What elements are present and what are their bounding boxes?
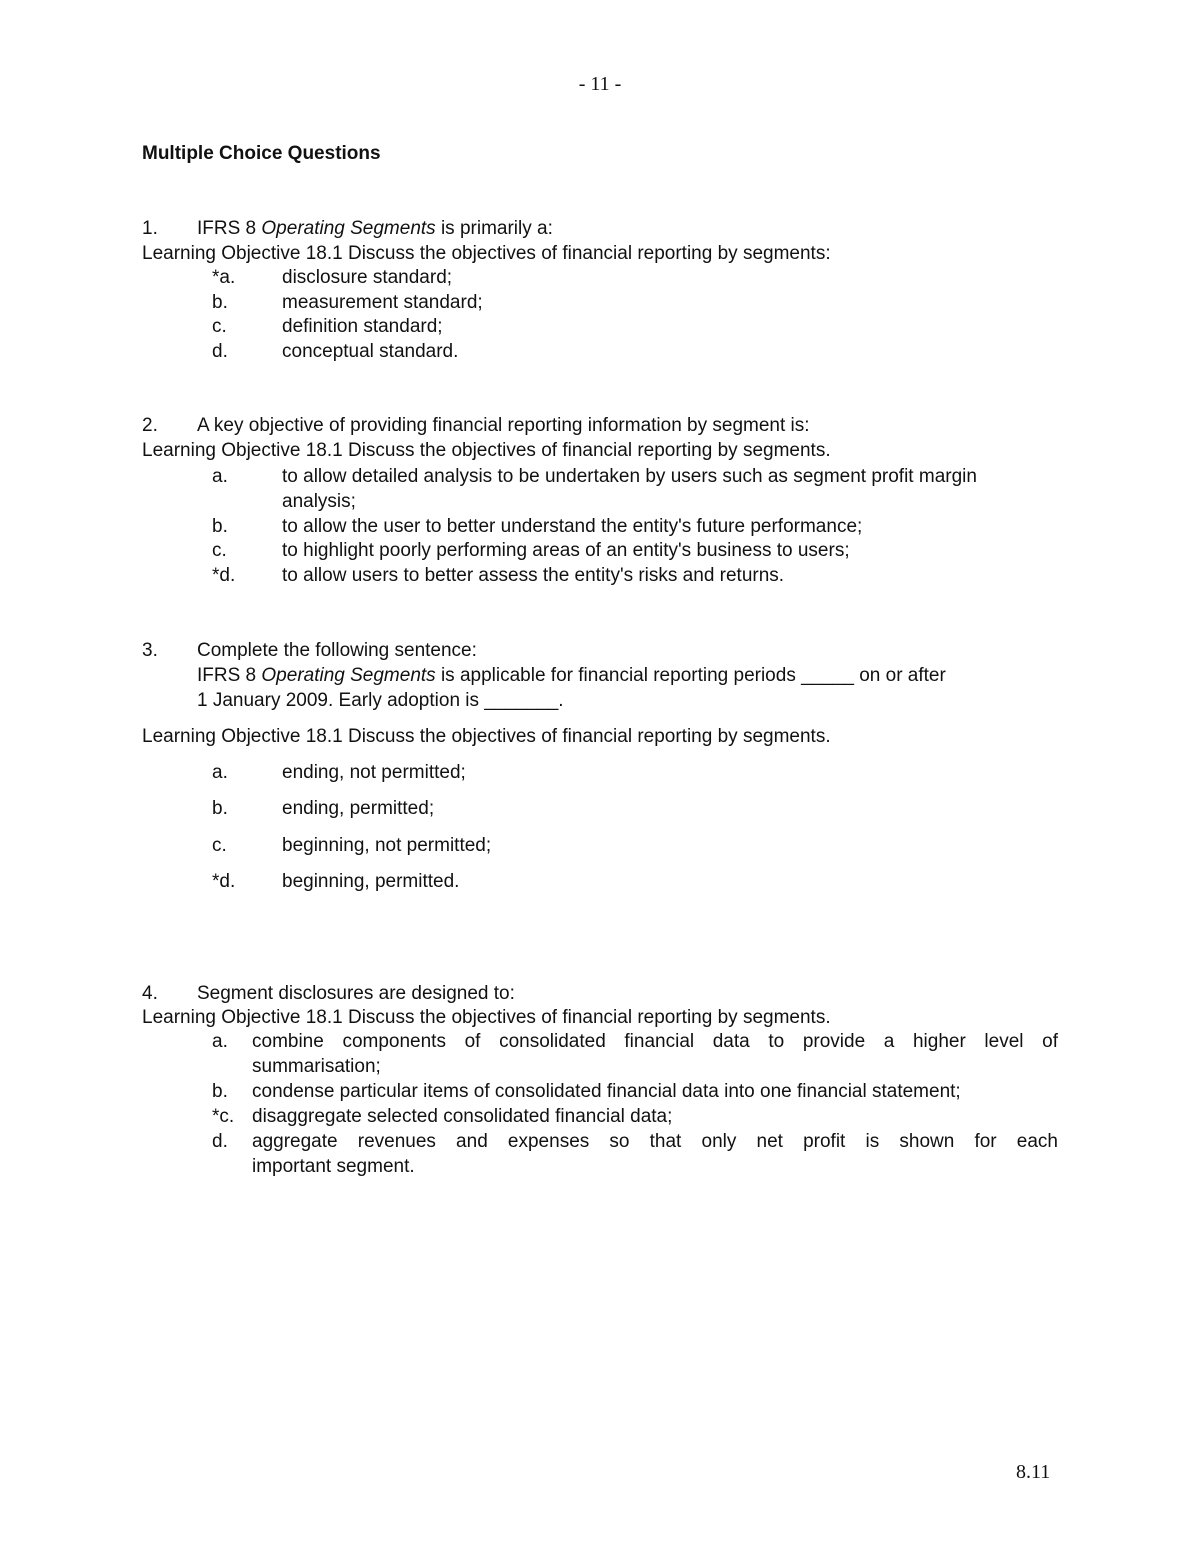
q4-option-text-continued: summarisation;	[252, 1056, 381, 1077]
q1-option-text: definition standard;	[282, 316, 443, 337]
q2-option-label: c.	[212, 540, 227, 561]
q4-text: Segment disclosures are designed to:	[197, 983, 515, 1004]
q4-option-text: combine components of consolidated financial data to provide a higher level of	[252, 1031, 1058, 1052]
q3-sentence: IFRS 8 Operating Segments is applicable for financial reporting periods _____ on or after	[197, 665, 946, 686]
q3-option-label: c.	[212, 835, 227, 856]
q1-option-label: *a.	[212, 267, 236, 288]
q3-intro: Complete the following sentence:	[197, 640, 477, 661]
q4-learning-objective: Learning Objective 18.1 Discuss the objectives of financial reporting by segments.	[142, 1007, 831, 1028]
q3-option-label: *d.	[212, 871, 236, 892]
q1-option-label: d.	[212, 341, 228, 362]
q2-option-text: to allow users to better assess the entity's risks and returns.	[282, 565, 785, 586]
q2-option-label: a.	[212, 466, 228, 487]
page-number: - 11 -	[578, 73, 622, 95]
q1-text: IFRS 8 Operating Segments is primarily a:	[197, 218, 553, 239]
q2-option-text: to allow the user to better understand the entity's future performance;	[282, 516, 863, 537]
q4-option-text: disaggregate selected consolidated financial data;	[252, 1106, 673, 1127]
q1-option-text: conceptual standard.	[282, 341, 459, 362]
q4-option-label: d.	[212, 1131, 228, 1152]
section-heading: Multiple Choice Questions	[142, 143, 381, 164]
q1-option-label: c.	[212, 316, 227, 337]
q4-number: 4.	[142, 983, 158, 1004]
q4-option-label: b.	[212, 1081, 228, 1102]
page-footer-number: 8.11	[1016, 1461, 1051, 1483]
q2-option-label: *d.	[212, 565, 236, 586]
q2-option-label: b.	[212, 516, 228, 537]
q3-option-text: beginning, permitted.	[282, 871, 460, 892]
q4-option-text: condense particular items of consolidated financial data into one financial statement;	[252, 1081, 961, 1102]
q3-number: 3.	[142, 640, 158, 661]
q2-option-text: to allow detailed analysis to be undertaken by users such as segment profit margin	[282, 466, 977, 487]
q3-sentence-continued: 1 January 2009. Early adoption is _______.	[197, 690, 564, 711]
q3-option-label: b.	[212, 798, 228, 819]
q3-option-text: ending, not permitted;	[282, 762, 466, 783]
q4-option-text-continued: important segment.	[252, 1156, 415, 1177]
q2-number: 2.	[142, 415, 158, 436]
q4-option-label: *c.	[212, 1106, 235, 1127]
q2-learning-objective: Learning Objective 18.1 Discuss the objectives of financial reporting by segments.	[142, 440, 831, 461]
q1-number: 1.	[142, 218, 158, 239]
q2-option-text-continued: analysis;	[282, 491, 356, 512]
q3-option-text: beginning, not permitted;	[282, 835, 492, 856]
q4-option-label: a.	[212, 1031, 228, 1052]
q3-option-text: ending, permitted;	[282, 798, 435, 819]
q3-learning-objective: Learning Objective 18.1 Discuss the objectives of financial reporting by segments.	[142, 726, 831, 747]
q2-option-text: to highlight poorly performing areas of an entity's business to users;	[282, 540, 850, 561]
q3-option-label: a.	[212, 762, 228, 783]
q4-option-text: aggregate revenues and expenses so that only net profit is shown for each	[252, 1131, 1058, 1152]
q1-learning-objective: Learning Objective 18.1 Discuss the objectives of financial reporting by segments:	[142, 243, 831, 264]
q2-text: A key objective of providing financial reporting information by segment is:	[197, 415, 810, 436]
q1-option-label: b.	[212, 292, 228, 313]
q1-option-text: measurement standard;	[282, 292, 483, 313]
q1-option-text: disclosure standard;	[282, 267, 453, 288]
